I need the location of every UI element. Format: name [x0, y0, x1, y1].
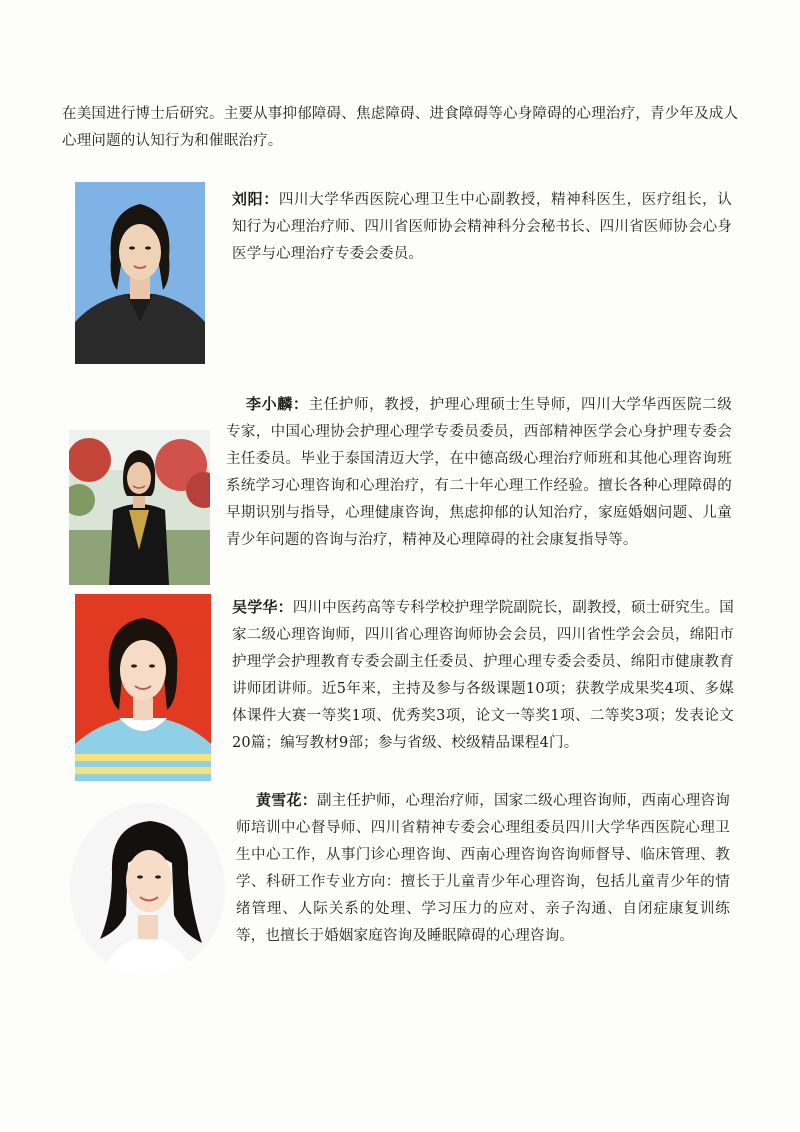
- portrait-wu-xuehua-icon: [75, 594, 211, 781]
- profile-text-li-xiaolin: [226, 391, 732, 554]
- profile-bio: 四川大学华西医院心理卫生中心副教授，精神科医生，医疗组长，认知行为心理治疗师、四川省医师协会精神科分会秘书长、四川省医师协会心身医学与心理治疗专委会委员。: [232, 192, 732, 262]
- intro-line-1: 在美国进行博士后研究。主要从事抑郁障碍、焦虑障碍、进食障碍等心身障碍的心理治疗，青少年及成人: [62, 106, 739, 122]
- intro-line-2: 心理问题的认知行为和催眠治疗。: [62, 133, 283, 149]
- profile-text-huang-xuehua: [236, 787, 730, 950]
- profile-name: 黄雪花：: [256, 791, 318, 809]
- portrait-liu-yang-icon: [75, 182, 205, 364]
- profile-name: 李小麟：: [246, 395, 309, 413]
- profile-name: 刘阳：: [232, 190, 279, 208]
- profile-photo-liu-yang: [75, 182, 205, 364]
- profile-bio: 四川中医药高等专科学校护理学院副院长，副教授，硕士研究生。国家二级心理咨询师，四川省心理咨询师协会会员，四川省性学会会员，绵阳市护理学会护理教育专委会副主任委员、护理心理专委会委员、绵阳市健康教育讲师团讲师。近5年来，主持及参与各级课题10项；获教学成果奖4项、多媒体课件大赛一等奖1项、优秀奖3项，论文一等奖1项、二等奖3项；发表论文20篇；编写教材9部；参与省级、校级精品课程4门。: [232, 600, 734, 751]
- intro-paragraph: [62, 101, 742, 155]
- profile-name: 吴学华：: [232, 598, 293, 616]
- portrait-huang-xuehua-icon: [70, 803, 225, 975]
- portrait-li-xiaolin-icon: [69, 430, 210, 585]
- profile-bio: 主任护师，教授，护理心理硕士生导师，四川大学华西医院二级专家，中国心理协会护理心理学专委员委员，西部精神医学会心身护理专委会主任委员。毕业于泰国清迈大学，在中德高级心理治疗师班和其他心理咨询班系统学习心理咨询和心理治疗，有二十年心理工作经验。擅长各种心理障碍的早期识别与指导，心理健康咨询，焦虑抑郁的认知治疗，家庭婚姻问题、儿童青少年问题的咨询与治疗，精神及心理障碍的社会康复指导等。: [226, 397, 732, 548]
- profile-photo-li-xiaolin: [69, 430, 210, 585]
- profile-photo-wu-xuehua: [75, 594, 211, 781]
- profile-photo-huang-xuehua: [70, 803, 225, 975]
- profile-bio: 副主任护师，心理治疗师，国家二级心理咨询师，西南心理咨询师培训中心督导师、四川省精神专委会心理组委员四川大学华西医院心理卫生中心工作，从事门诊心理咨询、西南心理咨询咨询师督导、临床管理、教学、科研工作专业方向：擅长于儿童青少年心理咨询，包括儿童青少年的情绪管理、人际关系的处理、学习压力的应对、亲子沟通、自闭症康复训练等，也擅长于婚姻家庭咨询及睡眠障碍的心理咨询。: [236, 793, 730, 944]
- profile-text-liu-yang: [232, 186, 732, 268]
- profile-text-wu-xuehua: [232, 594, 734, 757]
